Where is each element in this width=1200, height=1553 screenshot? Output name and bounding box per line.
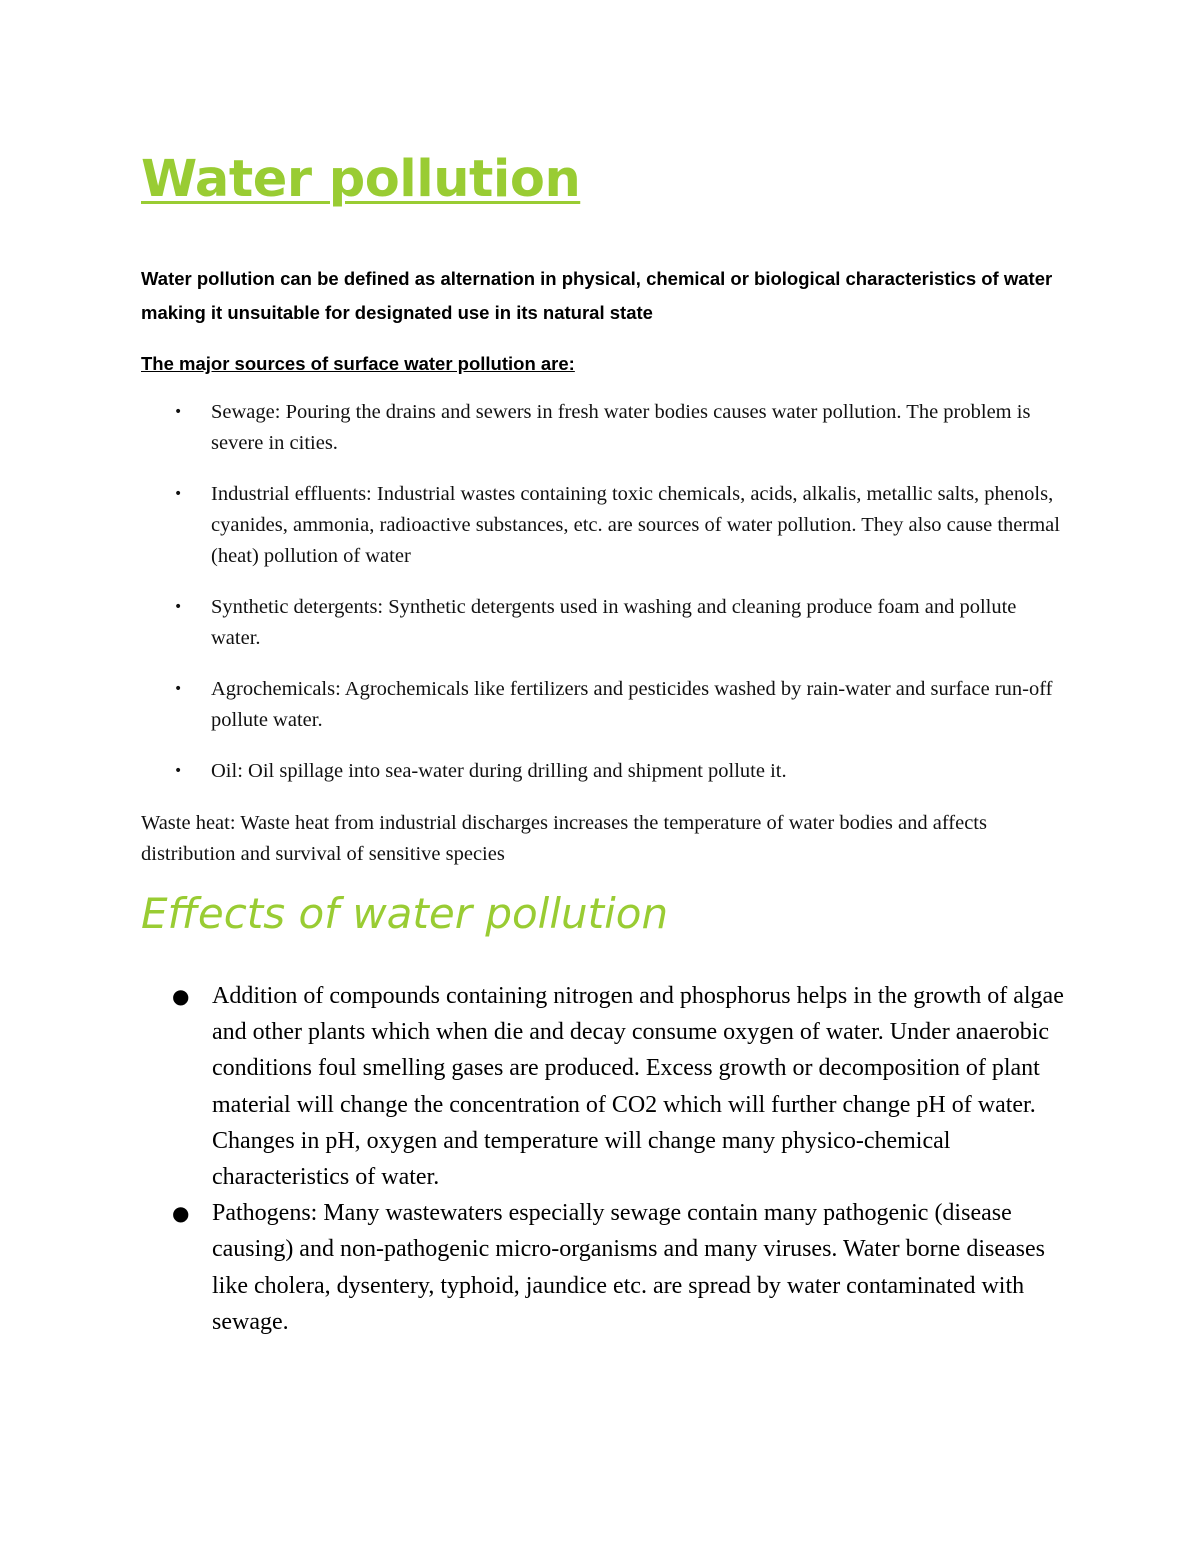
bullet-icon: ● [172,984,190,1008]
list-item [0,479,1061,572]
source-text: Synthetic detergents: Synthetic detergents used in washing and cleaning produce foam and pollute water. [211,596,1017,649]
sources-heading: The major sources of surface water pollution are: [141,353,575,374]
source-text: Oil: Oil spillage into sea-water during drilling and shipment pollute it. [211,760,787,782]
list-item [0,756,1061,787]
source-text: Industrial effluents: Industrial wastes containing toxic chemicals, acids, alkalis, metallic salts, phenols, cyanides, ammonia, radioactive substances, etc. are sources of water pollution. They also cause thermal (heat) pollution of water [211,483,1060,567]
waste-heat-paragraph: Waste heat: Waste heat from industrial discharges increases the temperature of water bodies and affects distribution and survival of sensitive species [141,812,987,865]
source-text: Agrochemicals: Agrochemicals like fertilizers and pesticides washed by rain-water and surface run-off pollute water. [211,678,1053,731]
list-item [0,674,1061,736]
bullet-icon: • [174,763,183,779]
effects-list [0,978,1200,1340]
definition-paragraph: Water pollution can be defined as alternation in physical, chemical or biological characteristics of water making it unsuitable for designated use in its natural state [141,268,1053,323]
source-text: Sewage: Pouring the drains and sewers in fresh water bodies causes water pollution. The problem is severe in cities. [211,401,1031,454]
effect-text: Pathogens: Many wastewaters especially sewage contain many pathogenic (disease causing) and non-pathogenic micro-organisms and many viruses. Water borne diseases like cholera, dysentery, typhoid, jaundice etc. are spread by water contaminated with sewage. [212,1200,1045,1335]
list-item [0,1195,1072,1340]
list-item [0,397,1061,459]
sources-list [0,397,1200,807]
bullet-icon: ● [172,1201,190,1226]
list-item [0,978,1072,1195]
document-title: Water pollution [141,150,581,209]
bullet-icon: • [174,599,183,615]
effect-text: Addition of compounds containing nitrogen and phosphorus helps in the growth of algae and other plants which when die and decay consume oxygen of water. Under anaerobic conditions foul smelling gases are produced. Excess growth or decomposition of plant material will change the concentration of CO2 which will further change pH of water. Changes in pH, oxygen and temperature will change many physico-chemical characteristics of water. [212,983,1064,1191]
effects-heading: Effects of water pollution [141,889,669,938]
list-item [0,592,1061,654]
bullet-icon: • [174,486,183,502]
bullet-icon: • [174,681,183,697]
bullet-icon: • [174,404,183,420]
